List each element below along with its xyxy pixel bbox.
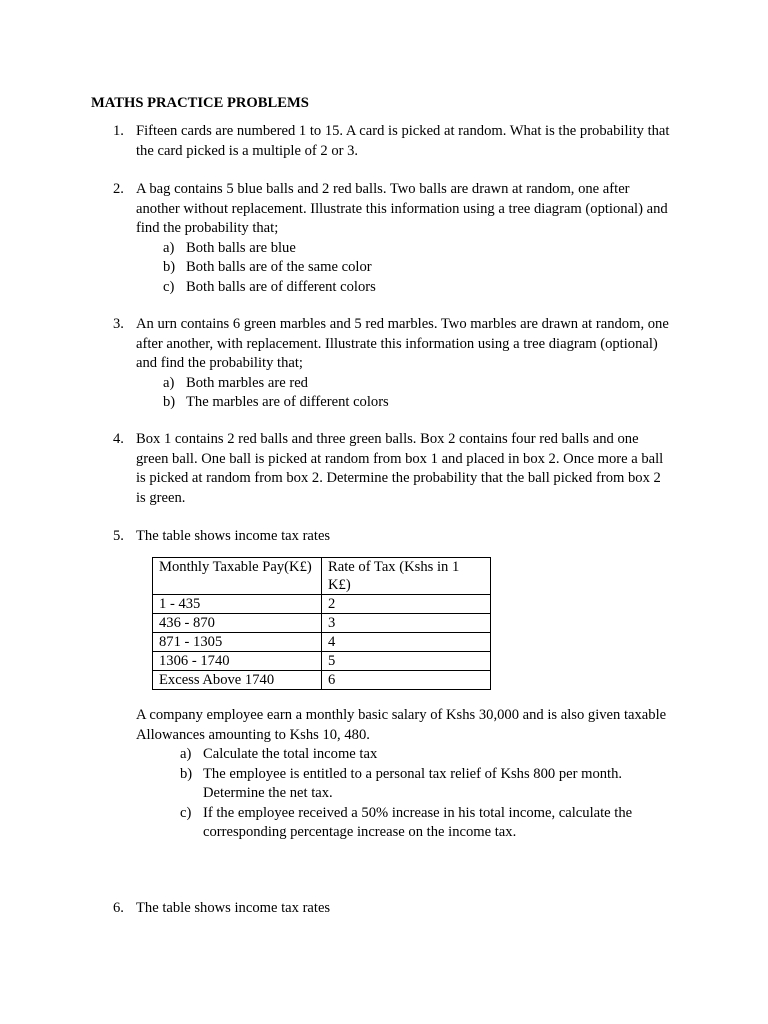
sub-question-list xyxy=(113,239,673,298)
problem-5-continuation xyxy=(136,706,676,843)
sub-question xyxy=(136,745,676,765)
sub-question-label: c) xyxy=(180,804,192,821)
problem-number: 2. xyxy=(113,181,124,197)
table-row xyxy=(153,671,491,690)
table-cell: 436 - 870 xyxy=(153,614,322,633)
table-cell: 3 xyxy=(322,614,491,633)
table-cell: 1306 - 1740 xyxy=(153,652,322,671)
problem-number: 3. xyxy=(113,316,124,332)
table-row xyxy=(153,595,491,614)
page-title: MATHS PRACTICE PROBLEMS xyxy=(91,95,309,111)
sub-question-text: If the employee received a 50% increase in his total income, calculate the corresponding percentage increase on the income tax. xyxy=(203,804,633,840)
paragraph-line: A company employee earn a monthly basic salary of Kshs 30,000 and is also given taxable xyxy=(136,707,667,723)
sub-question-text: Calculate the total income tax xyxy=(203,746,378,762)
problem-number: 1. xyxy=(113,123,124,139)
table-cell: 1 - 435 xyxy=(153,595,322,614)
sub-question-text: The marbles are of different colors xyxy=(186,394,389,410)
sub-question-label: b) xyxy=(180,765,193,782)
table-cell: 2 xyxy=(322,595,491,614)
sub-question-text: Both marbles are red xyxy=(186,374,308,391)
problem-number: 6. xyxy=(113,900,124,916)
sub-question xyxy=(136,765,676,804)
problem-number: 5. xyxy=(113,528,124,544)
problem-text: An urn contains 6 green marbles and 5 red marbles. Two marbles are drawn at random, one after another, with replacement. Illustrate this information using a tree diagram (optional) and find the probability that; xyxy=(136,316,669,371)
problem-text: Fifteen cards are numbered 1 to 15. A card is picked at random. What is the probability that the card picked is a multiple of 2 or 3. xyxy=(136,123,670,159)
sub-question xyxy=(113,393,673,413)
sub-question-label: a) xyxy=(180,746,192,762)
paragraph-line: Allowances amounting to Kshs 10, 480. xyxy=(136,726,370,743)
sub-question-text: Both balls are of the same color xyxy=(186,259,372,275)
table-row xyxy=(153,633,491,652)
table-cell: 4 xyxy=(322,633,491,652)
problem-4 xyxy=(113,430,673,508)
sub-question-list xyxy=(113,374,673,413)
table-header-row xyxy=(153,558,491,595)
problem-5 xyxy=(113,527,673,547)
problem-2 xyxy=(113,180,673,297)
table-row xyxy=(153,614,491,633)
problem-3 xyxy=(113,315,673,413)
problem-text: The table shows income tax rates xyxy=(136,528,331,544)
problem-text: The table shows income tax rates xyxy=(136,900,331,916)
sub-question-label: b) xyxy=(163,394,176,410)
table-cell: 5 xyxy=(322,652,491,671)
sub-question xyxy=(113,278,673,298)
problem-text: A bag contains 5 blue balls and 2 red balls. Two balls are drawn at random, one after another without replacement. Illustrate this information using a tree diagram (optional) and find the probability that; xyxy=(136,181,668,236)
sub-question-text: The employee is entitled to a personal tax relief of Kshs 800 per month. Determine the net tax. xyxy=(203,765,623,801)
sub-question xyxy=(136,804,676,843)
income-tax-table xyxy=(152,557,491,690)
table-cell: Excess Above 1740 xyxy=(153,671,322,690)
sub-question xyxy=(113,374,673,394)
table-cell: 6 xyxy=(322,671,491,690)
table-header-cell: Rate of Tax (Kshs in 1 K£) xyxy=(322,558,491,595)
sub-question-label: b) xyxy=(163,259,176,275)
sub-question-label: c) xyxy=(163,278,175,295)
sub-question xyxy=(113,258,673,278)
sub-question-text: Both balls are blue xyxy=(186,239,296,256)
problem-1 xyxy=(113,122,673,161)
sub-question-label: a) xyxy=(163,239,175,256)
table-header-cell: Monthly Taxable Pay(K£) xyxy=(153,558,322,595)
problem-number: 4. xyxy=(113,431,124,447)
table-cell: 871 - 1305 xyxy=(153,633,322,652)
problem-6 xyxy=(113,899,673,919)
problem-text: Box 1 contains 2 red balls and three green balls. Box 2 contains four red balls and one green ball. One ball is picked at random from box 1 and placed in box 2. Once more a ball is picked at random from box 2. Determine the probability that the ball picked from box 2 is green. xyxy=(136,431,664,506)
table-row xyxy=(153,652,491,671)
sub-question-label: a) xyxy=(163,374,175,391)
sub-question xyxy=(113,239,673,259)
sub-question-list xyxy=(136,745,676,843)
sub-question-text: Both balls are of different colors xyxy=(186,278,376,295)
